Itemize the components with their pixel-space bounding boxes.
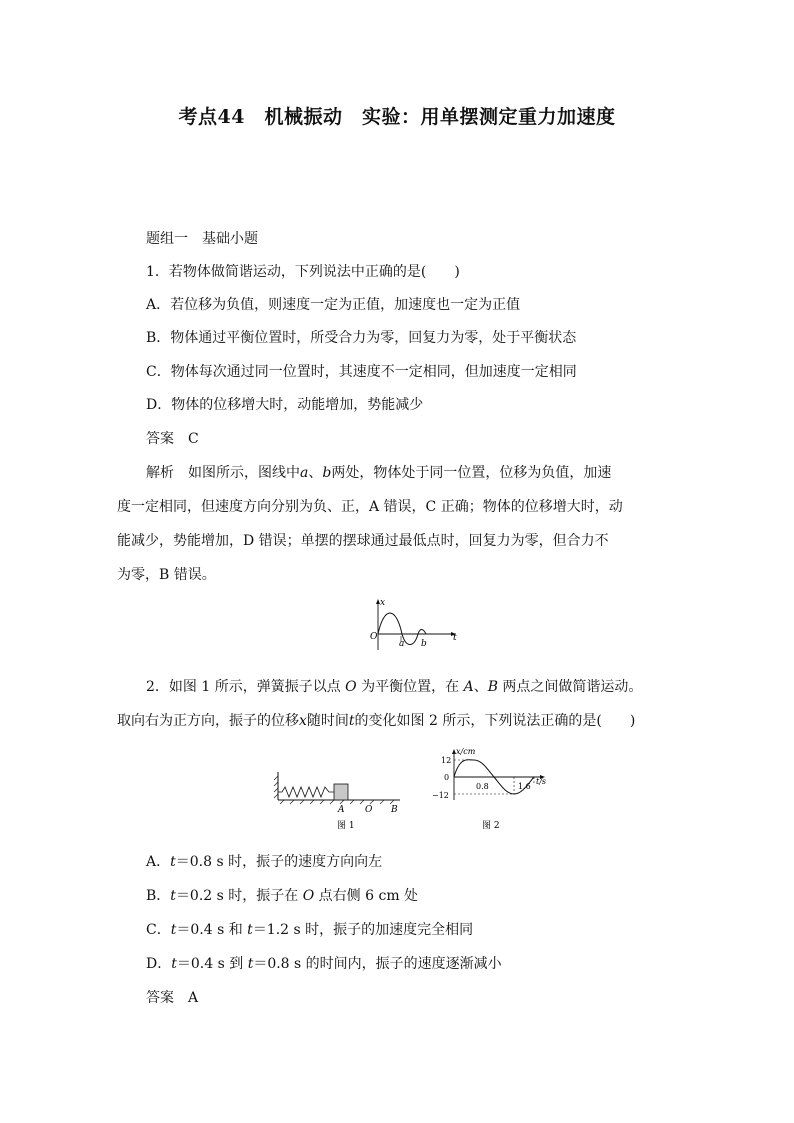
q1-fig-x-label: x	[380, 598, 386, 608]
var-t: t	[170, 888, 176, 904]
q1-answer	[146, 429, 199, 449]
fig2-tick-neg12: −12	[432, 791, 449, 800]
point-o: O	[302, 888, 315, 904]
var-t: t	[348, 713, 355, 729]
var-x: x	[299, 713, 307, 729]
var-t: t	[170, 854, 176, 870]
fig2-caption: 图 2	[482, 821, 500, 831]
analysis-text: 两处，物体处于同一位置，位移为负值，加速	[331, 465, 612, 481]
stem-text: 为平衡位置，在	[356, 679, 464, 695]
q2-option-a	[146, 852, 382, 872]
fig1-label-o: O	[365, 805, 373, 815]
answer-value: C	[188, 431, 199, 447]
var-t: t	[170, 922, 177, 938]
fig2-tick-12: 12	[441, 756, 452, 765]
fig1-label-a: A	[338, 805, 345, 815]
q1-analysis-line-1	[146, 463, 611, 483]
point-b: B	[487, 679, 498, 695]
q1-option-c: C．物体每次通过同一位置时，其速度不一定相同，但加速度一定相同	[146, 364, 577, 380]
point-a: A	[463, 679, 474, 695]
stem-text: 两点之间做简谐运动。	[497, 679, 643, 695]
option-text: ＝0.8 s 的时间内，振子的速度逐渐减小	[253, 956, 502, 972]
fig2-tick-0: 0	[444, 773, 450, 782]
option-text: A．	[146, 854, 171, 870]
q2-option-d	[146, 954, 502, 974]
var-b: b	[322, 465, 332, 481]
option-text: 点右侧 6 cm 处	[314, 888, 419, 904]
page-title: 考点44 机械振动 实验：用单摆测定重力加速度	[178, 106, 616, 128]
q1-fig-origin: O	[370, 632, 378, 642]
fig2-y-label: x/cm	[456, 747, 476, 756]
q2-figure-2	[426, 746, 556, 832]
q1-analysis-line-3: 能减少，势能增加，D 错误；单摆的摆球通过最低点时，回复力为零，但合力不	[117, 533, 609, 549]
oscillator-block	[334, 784, 348, 800]
var-t: t	[171, 956, 177, 972]
answer-label: 答案	[146, 990, 174, 1006]
stem-text: 随时间	[306, 713, 349, 729]
var-t: t	[247, 956, 254, 972]
q1-figure	[366, 596, 462, 654]
option-text: ＝0.4 s 到	[176, 956, 248, 972]
section-heading: 题组一 基础小题	[146, 231, 258, 247]
q1-fig-point-a: a	[399, 639, 405, 649]
q2-stem-line-1	[146, 677, 642, 697]
option-text: D．	[146, 956, 172, 972]
q2-option-c	[146, 920, 473, 940]
answer-value: A	[188, 990, 199, 1006]
option-text: ＝1.2 s 时，振子的加速度完全相同	[252, 922, 474, 938]
q1-option-a: A．若位移为负值，则速度一定为正值，加速度也一定为正值	[146, 297, 521, 313]
analysis-text: 如图所示，图线中	[188, 465, 300, 481]
analysis-label: 解析	[146, 465, 174, 481]
fig2-x-label: t/s	[536, 777, 547, 786]
point-o: O	[345, 679, 357, 695]
q1-fig-point-b: b	[421, 639, 427, 649]
option-text: ＝0.8 s 时，振子的速度方向向左	[175, 854, 383, 870]
fig1-label-b: B	[391, 805, 398, 815]
q2-answer	[146, 988, 198, 1008]
q1-analysis-line-2: 度一定相同，但速度方向分别为负、正，A 错误，C 正确；物体的位移增大时，动	[117, 499, 623, 515]
fig2-tick-08: 0.8	[476, 782, 489, 791]
q1-option-d: D．物体的位移增大时，动能增加，势能减少	[146, 397, 424, 413]
q1-analysis-line-4: 为零，B 错误。	[117, 567, 216, 583]
spring	[278, 787, 334, 797]
fig1-caption: 图 1	[337, 821, 355, 831]
stem-text: 、	[473, 679, 488, 695]
q2-option-b	[146, 886, 418, 906]
stem-text: 2．如图 1 所示，弹簧振子以点	[146, 679, 346, 695]
q2-stem-line-2	[117, 711, 683, 731]
separator: 、	[308, 465, 323, 481]
stem-text: 取向右为正方向，振子的位移	[117, 713, 299, 729]
q1-stem: 1．若物体做简谐运动，下列说法中正确的是( )	[146, 264, 460, 280]
answer-label: 答案	[146, 431, 174, 447]
option-text: B．	[146, 888, 171, 904]
fig2-tick-16: 1.6	[518, 782, 531, 791]
option-text: ＝0.4 s 和	[176, 922, 248, 938]
option-text: ＝0.2 s 时，振子在	[175, 888, 303, 904]
var-t: t	[247, 922, 253, 938]
q1-option-b: B．物体通过平衡位置时，所受合力为零，回复力为零，处于平衡状态	[146, 330, 577, 346]
var-a: a	[300, 465, 309, 481]
option-text: C．	[146, 922, 171, 938]
stem-text: 的变化如图 2 所示，下列说法正确的是( )	[354, 713, 636, 729]
q1-fig-t-label: t	[453, 633, 457, 643]
q2-figure-1	[270, 770, 420, 834]
